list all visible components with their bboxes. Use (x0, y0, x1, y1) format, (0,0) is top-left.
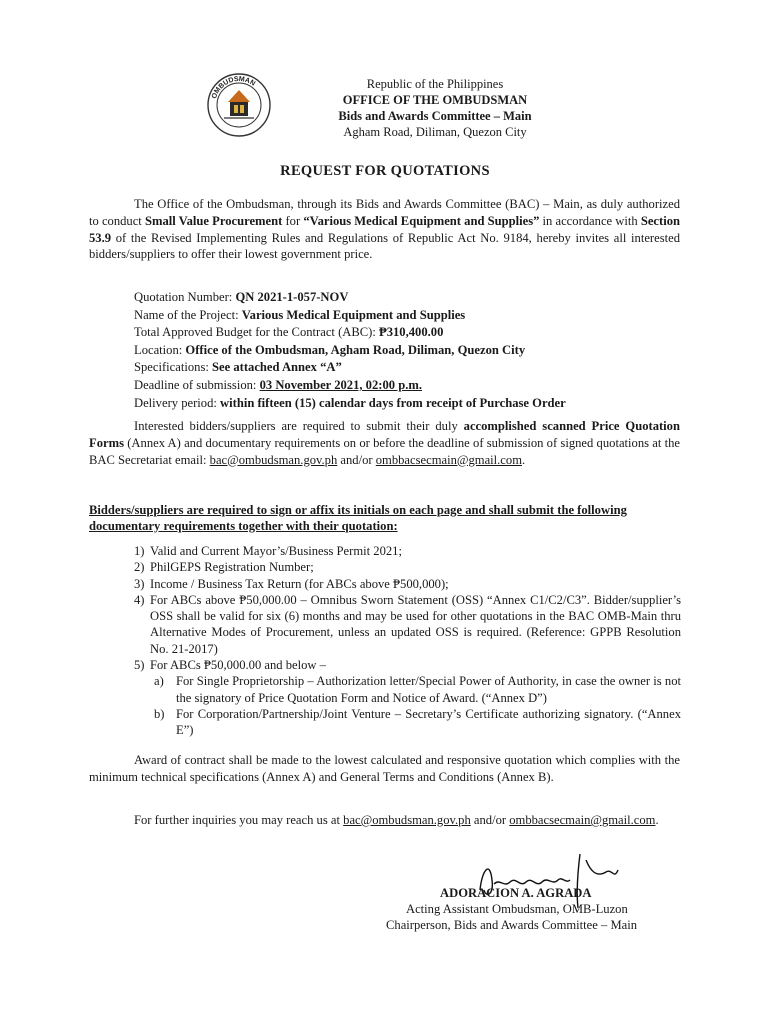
award-paragraph: Award of contract shall be made to the lowest calculated and responsive quotation which complies with the minimum technical specifications (Annex A) and General Terms and Conditions (Annex B). (89, 753, 680, 784)
submission-paragraph (89, 418, 680, 468)
office-name: OFFICE OF THE OMBUDSMAN (342, 93, 528, 107)
abc-row (134, 324, 694, 342)
list-item (134, 657, 681, 673)
list-item (134, 592, 681, 657)
inquiries-paragraph (89, 812, 680, 829)
submission-text: (Annex A) and documentary requirements on or before the deadline of submission of signed quotations at the BAC Secretariat email: (89, 435, 680, 467)
inquiries-text: and/or (470, 813, 510, 827)
procurement-mode: Small Value Procurement (144, 213, 283, 228)
item-number: 3) (134, 576, 145, 591)
deadline: 03 November 2021, 02:00 p.m. (259, 377, 422, 392)
location-row (134, 342, 694, 360)
document-title: REQUEST FOR QUOTATIONS (280, 163, 490, 179)
item-number: 5) (134, 658, 145, 673)
price-quotation-forms: accomplished scanned Price Quotation Forms (89, 419, 680, 450)
item-text: Valid and Current Mayor’s/Business Permit 2021; (150, 544, 402, 558)
committee-name: Bids and Awards Committee – Main (338, 109, 532, 123)
inquiries-text: For further inquiries you may reach us at (134, 813, 344, 827)
label: Delivery period: (134, 395, 221, 410)
project-title: “Various Medical Equipment and Supplies” (303, 213, 540, 228)
svg-text:OMBUDSMAN: OMBUDSMAN (210, 75, 257, 100)
signatory-committee-role: Chairperson, Bids and Awards Committee – Main (386, 918, 638, 932)
quotation-number: QN 2021-1-057-NOV (235, 290, 349, 304)
intro-paragraph (89, 196, 680, 263)
label: Deadline of submission: (134, 377, 260, 392)
item-letter: a) (154, 674, 164, 689)
intro-text: The Office of the Ombudsman, through its Bids and Awards Committee (BAC) – Main, as duly authorized to conduct (89, 197, 680, 228)
secretariat-email-link[interactable]: ombbacsecmain@gmail.com (509, 813, 656, 827)
deadline-row (134, 377, 694, 395)
ombudsman-seal-icon (206, 72, 272, 138)
item-number: 2) (134, 560, 145, 575)
secretariat-email-link[interactable]: ombbacsecmain@gmail.com (375, 452, 522, 467)
delivery-period: within fifteen (15) calendar days from receipt of Purchase Order (220, 395, 566, 410)
quotation-number-row (134, 289, 694, 307)
bac-email-link[interactable]: bac@ombudsman.gov.ph (343, 813, 471, 827)
country-line: Republic of the Philippines (366, 77, 504, 91)
list-item (134, 543, 681, 559)
signatory-name: ADORACION A. AGRADA (440, 886, 592, 900)
project-row (134, 307, 694, 325)
specifications-row (134, 359, 694, 377)
sub-list-item (154, 673, 681, 706)
bac-email-link[interactable]: bac@ombudsman.gov.ph (209, 452, 338, 467)
item-text: For Corporation/Partnership/Joint Venture – Secretary’s Certificate authorizing signatory. (“Annex E”) (176, 706, 681, 738)
label: Total Approved Budget for the Contract (ABC): (134, 325, 379, 340)
specifications: See attached Annex “A” (212, 360, 342, 375)
label: Name of the Project: (134, 307, 242, 322)
sub-list-item (154, 706, 681, 739)
requirements-heading: Bidders/suppliers are required to sign or affix its initials on each page and shall submit the following documentary requirements together with their quotation: (89, 503, 627, 533)
office-address: Agham Road, Diliman, Quezon City (343, 125, 527, 139)
letterhead (200, 72, 580, 142)
item-text: For ABCs ₱50,000.00 and below – (150, 658, 326, 673)
item-letter: b) (154, 706, 165, 721)
label: Quotation Number: (134, 290, 236, 304)
intro-text: in accordance with (539, 213, 641, 228)
signature-block (380, 850, 680, 940)
submission-text: . (522, 452, 526, 467)
quotation-details (134, 289, 694, 412)
project-name: Various Medical Equipment and Supplies (241, 307, 466, 322)
label: Specifications: (134, 360, 212, 375)
inquiries-text: . (655, 813, 659, 827)
requirements-list (134, 543, 681, 739)
list-item (134, 559, 681, 575)
item-number: 4) (134, 592, 145, 607)
section-reference: Section 53.9 (89, 213, 680, 245)
location: Office of the Ombudsman, Agham Road, Diliman, Quezon City (185, 342, 526, 357)
item-text: For Single Proprietorship – Authorization letter/Special Power of Authority, in case the owner is not the signatory of Price Quotation Form and Notice of Award. (“Annex D”) (176, 674, 681, 705)
item-number: 1) (134, 544, 145, 558)
delivery-row (134, 395, 694, 413)
handwritten-signature (420, 850, 640, 910)
signatory-position: Acting Assistant Ombudsman, OMB-Luzon (406, 902, 628, 916)
item-text: For ABCs above ₱50,000.00 – Omnibus Sworn Statement (OSS) “Annex C1/C2/C3”. Bidder/supplier’s OSS shall be valid for six (6) months and may be used for other quotations in the BAC OMB-Main thru Alternative Modes of Procurement, unless an updated OSS is required. (Reference: GPPB Resolution No. 21-2017) (150, 592, 681, 656)
intro-text: of the Revised Implementing Rules and Regulations of Republic Act No. 9184, hereby invites all interested bidders/suppliers to offer their lowest government price. (89, 230, 680, 262)
item-text: Income / Business Tax Return (for ABCs above ₱500,000); (150, 576, 449, 591)
abc-amount: ₱310,400.00 (379, 325, 444, 340)
intro-text: for (282, 213, 304, 228)
submission-text: and/or (337, 452, 376, 467)
submission-text: Interested bidders/suppliers are required to submit their duly (134, 419, 464, 433)
list-item (134, 576, 681, 592)
label: Location: (134, 342, 186, 357)
item-text: PhilGEPS Registration Number; (150, 560, 314, 575)
